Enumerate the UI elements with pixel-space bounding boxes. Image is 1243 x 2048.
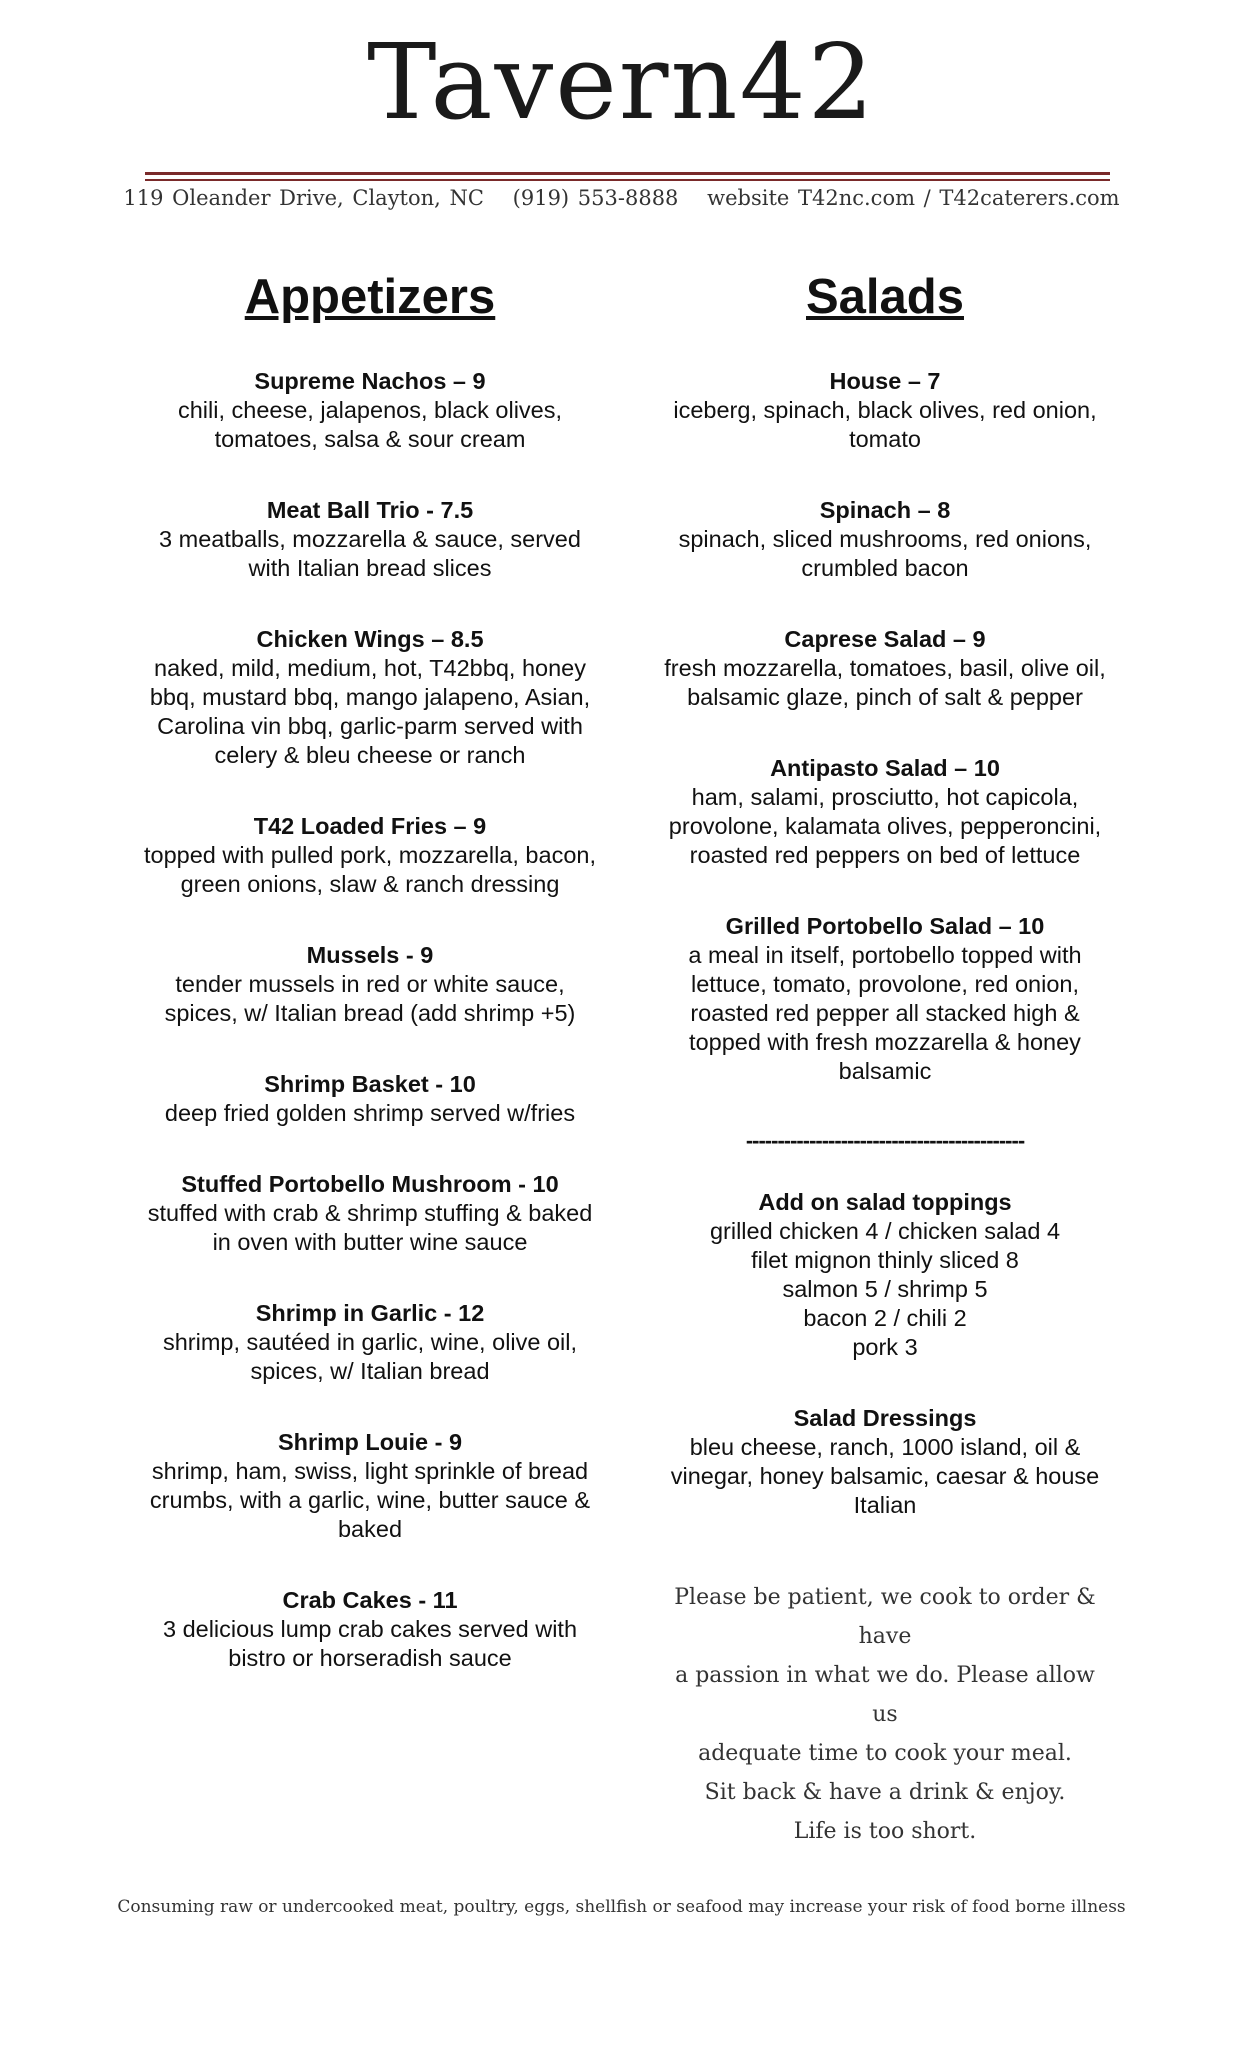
item-description: 3 meatballs, mozzarella & sauce, served with Italian bread slices <box>159 525 581 581</box>
menu-item <box>140 1170 600 1257</box>
item-name: Chicken Wings – 8.5 <box>256 625 484 652</box>
item-name: Supreme Nachos – 9 <box>254 367 486 394</box>
item-description: naked, mild, medium, hot, T42bbq, honey bbq, mustard bbq, mango jalapeno, Asian, Carolina vin bbq, garlic-parm served with celery & bleu cheese or ranch <box>149 654 591 768</box>
note-line: adequate time to cook your meal. <box>698 1740 1072 1766</box>
item-description: topped with pulled pork, mozzarella, bacon, green onions, slaw & ranch dressing <box>144 841 596 897</box>
menu-item <box>140 1428 600 1544</box>
address-text: 119 Oleander Drive, Clayton, NC <box>123 186 484 210</box>
menu-item <box>140 1586 600 1673</box>
item-description: shrimp, sautéed in garlic, wine, olive oil, spices, w/ Italian bread <box>162 1328 578 1384</box>
menu-item <box>140 941 600 1028</box>
menu-item <box>140 367 600 454</box>
menu-item <box>140 812 600 899</box>
menu-item <box>140 496 600 583</box>
item-name: Meat Ball Trio - 7.5 <box>266 496 474 523</box>
item-description: fresh mozzarella, tomatoes, basil, olive oil, balsamic glaze, pinch of salt & pepper <box>664 654 1106 710</box>
item-description: chili, cheese, jalapenos, black olives, tomatoes, salsa & sour cream <box>177 396 563 452</box>
topping-line: grilled chicken 4 / chicken salad 4 <box>709 1217 1061 1244</box>
topping-line: salmon 5 / shrimp 5 <box>782 1275 988 1302</box>
website-text: website T42nc.com / T42caterers.com <box>707 186 1120 210</box>
contact-line <box>0 186 1243 210</box>
dressings-section <box>660 1404 1110 1520</box>
restaurant-logo: Tavern42 <box>367 21 876 143</box>
item-name: Shrimp Louie - 9 <box>277 1428 463 1455</box>
menu-item <box>660 496 1110 583</box>
item-name: Shrimp in Garlic - 12 <box>255 1299 485 1326</box>
item-name: Crab Cakes - 11 <box>282 1586 458 1613</box>
salads-column <box>660 268 1110 1851</box>
menu-item <box>660 625 1110 712</box>
note-line: Life is too short. <box>793 1818 977 1844</box>
item-description: deep fried golden shrimp served w/fries <box>164 1099 576 1126</box>
item-name: Caprese Salad – 9 <box>784 625 986 652</box>
item-name: Shrimp Basket - 10 <box>264 1070 476 1097</box>
item-description: ham, salami, prosciutto, hot capicola, provolone, kalamata olives, pepperoncini, roasted red peppers on bed of lettuce <box>668 783 1102 868</box>
section-divider: -------------------------------------------- <box>745 1127 1025 1153</box>
topping-line: bacon 2 / chili 2 <box>803 1304 967 1331</box>
item-description: a meal in itself, portobello topped with lettuce, tomato, provolone, red onion, roasted red pepper all stacked high & topped with fresh mozzarella & honey balsamic <box>688 941 1082 1084</box>
dressings-title: Salad Dressings <box>793 1404 977 1431</box>
menu-item <box>140 1299 600 1386</box>
header-rule <box>145 172 1110 175</box>
item-description: shrimp, ham, swiss, light sprinkle of bread crumbs, with a garlic, wine, butter sauce & baked <box>149 1457 591 1542</box>
item-description: spinach, sliced mushrooms, red onions, crumbled bacon <box>678 525 1092 581</box>
phone-text: (919) 553-8888 <box>512 186 679 210</box>
note-line: Please be patient, we cook to order & have <box>674 1584 1096 1649</box>
note-line: a passion in what we do. Please allow us <box>675 1662 1095 1727</box>
appetizers-title: Appetizers <box>244 270 496 324</box>
topping-line: pork 3 <box>852 1333 918 1360</box>
toppings-section <box>660 1188 1110 1362</box>
menu-item <box>660 912 1110 1086</box>
item-name: T42 Loaded Fries – 9 <box>253 812 487 839</box>
menu-item <box>140 1070 600 1128</box>
item-name: Stuffed Portobello Mushroom - 10 <box>181 1170 559 1197</box>
menu-item <box>140 625 600 770</box>
item-name: Spinach – 8 <box>819 496 951 523</box>
menu-item <box>660 367 1110 454</box>
food-safety-disclaimer: Consuming raw or undercooked meat, poultry, eggs, shellfish or seafood may increase your risk of food borne illness <box>117 1897 1126 1917</box>
item-description: tender mussels in red or white sauce, spices, w/ Italian bread (add shrimp +5) <box>164 970 576 1026</box>
topping-line: filet mignon thinly sliced 8 <box>751 1246 1019 1273</box>
header-rule <box>145 179 1110 181</box>
salads-title: Salads <box>806 270 964 324</box>
note-line: Sit back & have a drink & enjoy. <box>704 1779 1066 1805</box>
item-description: 3 delicious lump crab cakes served with bistro or horseradish sauce <box>162 1615 578 1671</box>
toppings-title: Add on salad toppings <box>758 1188 1012 1215</box>
item-name: Grilled Portobello Salad – 10 <box>725 912 1045 939</box>
dressings-list: bleu cheese, ranch, 1000 island, oil & vinegar, honey balsamic, caesar & house Italian <box>670 1433 1100 1518</box>
item-name: House – 7 <box>829 367 941 394</box>
item-name: Mussels - 9 <box>306 941 434 968</box>
kitchen-note <box>660 1578 1110 1851</box>
appetizers-column <box>140 268 600 1715</box>
item-name: Antipasto Salad – 10 <box>770 754 1000 781</box>
item-description: stuffed with crab & shrimp stuffing & baked in oven with butter wine sauce <box>147 1199 593 1255</box>
menu-item <box>660 754 1110 870</box>
item-description: iceberg, spinach, black olives, red onion, tomato <box>673 396 1097 452</box>
